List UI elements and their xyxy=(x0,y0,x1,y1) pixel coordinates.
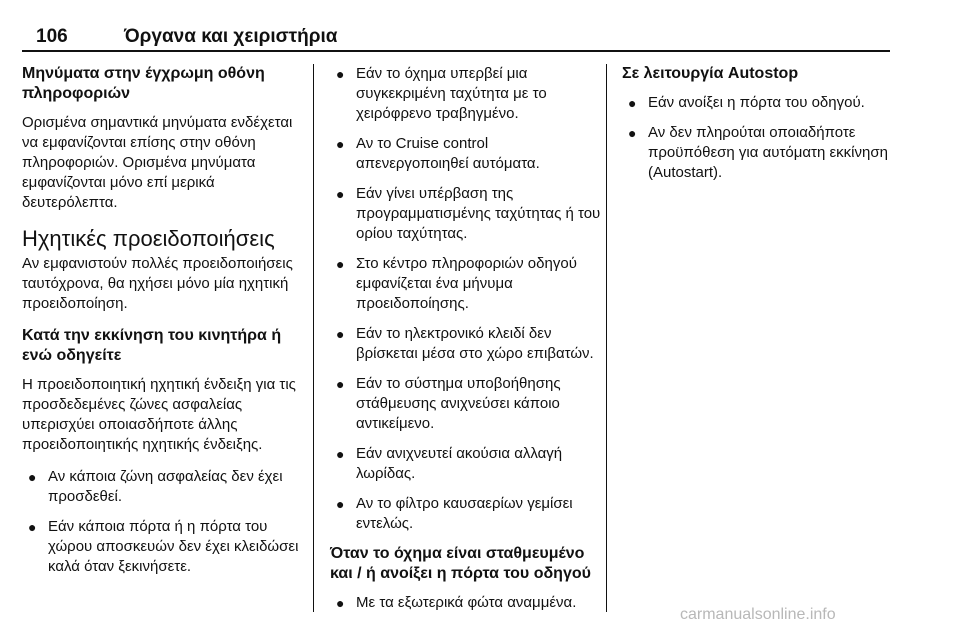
bullet-icon: ● xyxy=(336,595,345,611)
bullet-icon: ● xyxy=(336,326,345,342)
page-header xyxy=(22,26,890,48)
chapter-heading: Ηχητικές προειδοποιήσεις xyxy=(22,226,275,251)
list-item-text: Εάν το ηλεκτρονικό κλειδί δεν βρίσκεται μέσα στο χώρο επιβατών. xyxy=(356,325,594,362)
list-item xyxy=(622,123,892,183)
bullet-icon: ● xyxy=(336,186,345,202)
list-item-text: Αν κάποια ζώνη ασφαλείας δεν έχει προσδεθεί. xyxy=(48,468,283,505)
list-item xyxy=(330,374,602,434)
bullet-icon: ● xyxy=(628,95,637,111)
list-item xyxy=(22,517,306,577)
paragraph: Η προειδοποιητική ηχητική ένδειξη για τις προσδεδεμένες ζώνες ασφαλείας υπερισχύει οποιασδήποτε άλλης προειδοποιητικής ηχητικής ένδειξης. xyxy=(22,376,296,453)
paragraph: Ορισμένα σημαντικά μηνύματα ενδέχεται να εμφανίζονται επίσης στην οθόνη πληροφοριών. Ορισμένα μηνύματα εμφανίζονται μόνο επί μερικά δευτερόλεπτα. xyxy=(22,114,293,211)
list-item-text: Εάν ανιχνευτεί ακούσια αλλαγή λωρίδας. xyxy=(356,445,563,482)
column-divider xyxy=(606,64,607,612)
bullet-list xyxy=(622,93,892,183)
list-item xyxy=(330,593,602,613)
bullet-list xyxy=(22,467,306,577)
bullet-icon: ● xyxy=(336,376,345,392)
section-heading: Μηνύματα στην έγχρωμη οθόνη πληροφοριών xyxy=(22,65,265,102)
bullet-icon: ● xyxy=(336,66,345,82)
section-heading: Όταν το όχημα είναι σταθμευμένο και / ή ανοίξει η πόρτα του οδηγού xyxy=(330,545,591,582)
watermark: carmanualsonline.info xyxy=(680,606,836,623)
bullet-list xyxy=(330,593,602,613)
list-item-text: Εάν κάποια πόρτα ή η πόρτα του χώρου αποσκευών δεν έχει κλειδώσει καλά όταν ξεκινήσετε. xyxy=(48,518,299,575)
section-heading: Σε λειτουργία Autostop xyxy=(622,65,799,82)
bullet-icon: ● xyxy=(336,446,345,462)
list-item-text: Εάν το σύστημα υποβοήθησης στάθμευσης ανιχνεύσει κάποιο αντικείμενο. xyxy=(356,375,561,432)
list-item-text: Εάν γίνει υπέρβαση της προγραμματισμένης ταχύτητας ή του ορίου ταχύτητας. xyxy=(356,185,601,242)
page-title: Όργανα και χειριστήρια xyxy=(124,26,338,47)
list-item xyxy=(330,254,602,314)
list-item xyxy=(330,494,602,534)
list-item xyxy=(622,93,892,113)
column-1 xyxy=(22,64,306,587)
bullet-icon: ● xyxy=(28,519,37,535)
list-item xyxy=(330,64,602,124)
list-item xyxy=(330,324,602,364)
header-rule xyxy=(22,50,890,52)
column-2 xyxy=(330,64,602,623)
list-item xyxy=(330,444,602,484)
list-item-text: Αν το Cruise control απενεργοποιηθεί αυτόματα. xyxy=(356,135,540,172)
bullet-icon: ● xyxy=(336,136,345,152)
column-divider xyxy=(313,64,314,612)
bullet-icon: ● xyxy=(28,469,37,485)
list-item-text: Με τα εξωτερικά φώτα αναμμένα. xyxy=(356,594,577,611)
list-item xyxy=(330,184,602,244)
list-item xyxy=(330,134,602,174)
list-item-text: Εάν το όχημα υπερβεί μια συγκεκριμένη ταχύτητα με το χειρόφρενο τραβηγμένο. xyxy=(356,65,547,122)
column-3 xyxy=(622,64,892,193)
bullet-icon: ● xyxy=(336,256,345,272)
section-heading: Κατά την εκκίνηση του κινητήρα ή ενώ οδηγείτε xyxy=(22,327,282,364)
list-item-text: Στο κέντρο πληροφοριών οδηγού εμφανίζεται ένα μήνυμα προειδοποίησης. xyxy=(356,255,577,312)
list-item xyxy=(22,467,306,507)
bullet-list xyxy=(330,64,602,534)
page-number: 106 xyxy=(36,26,68,47)
bullet-icon: ● xyxy=(336,496,345,512)
bullet-icon: ● xyxy=(628,125,637,141)
paragraph: Αν εμφανιστούν πολλές προειδοποιήσεις ταυτόχρονα, θα ηχήσει μόνο μία ηχητική προειδοποίηση. xyxy=(22,255,293,312)
list-item-text: Αν δεν πληρούται οποιαδήποτε προϋπόθεση για αυτόματη εκκίνηση (Autostart). xyxy=(648,124,888,181)
list-item-text: Εάν ανοίξει η πόρτα του οδηγού. xyxy=(648,94,865,111)
list-item-text: Αν το φίλτρο καυσαερίων γεμίσει εντελώς. xyxy=(356,495,573,532)
